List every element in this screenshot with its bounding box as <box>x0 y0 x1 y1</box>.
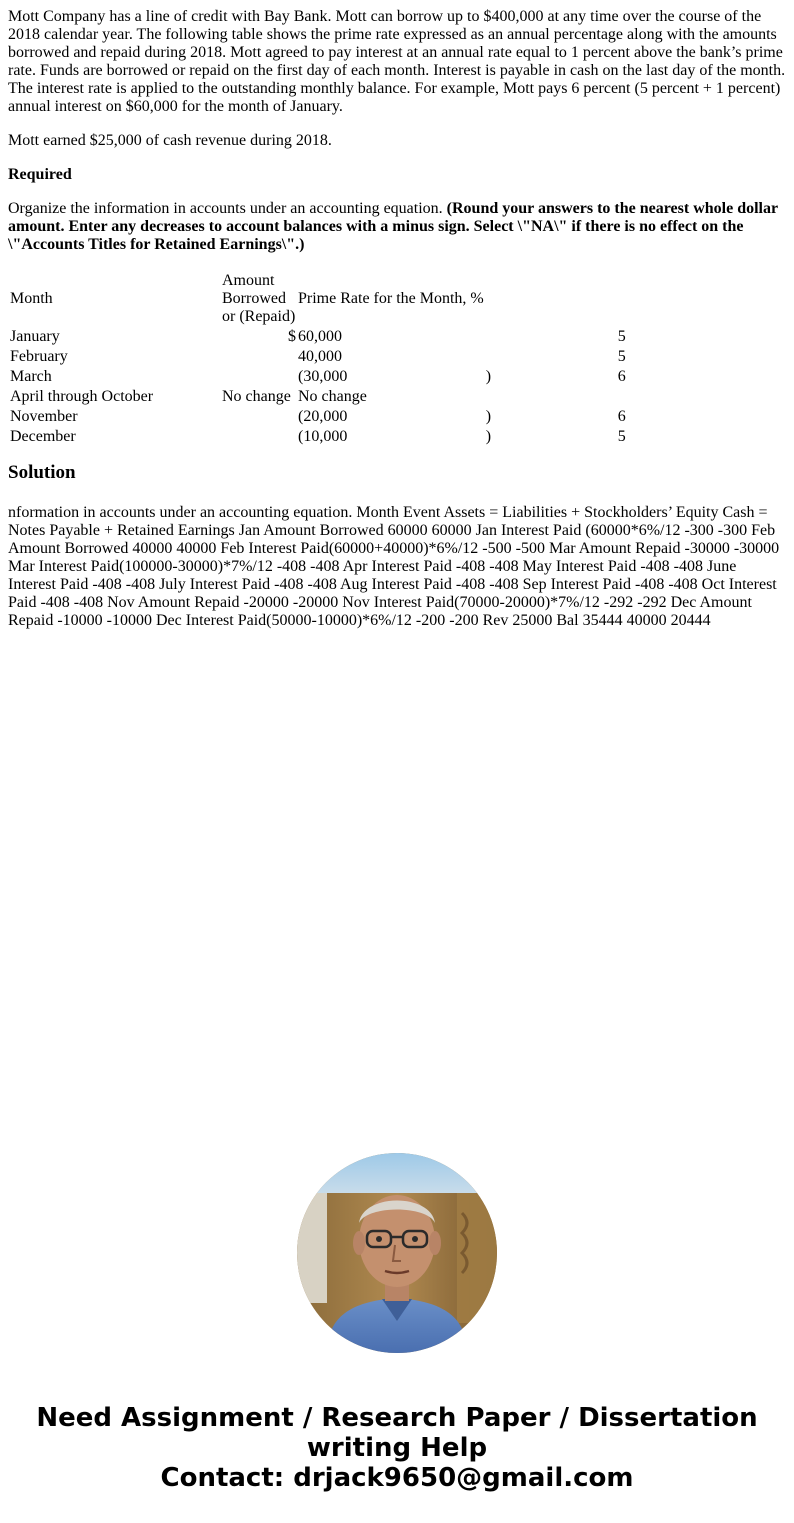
footer-line-1: Need Assignment / Research Paper / Dissertation <box>36 1403 758 1433</box>
table-header-row <box>10 272 630 326</box>
footer-banner <box>0 1403 794 1493</box>
row-amount-no-change: No change <box>222 388 291 405</box>
row-amount: (10,000 <box>298 428 348 445</box>
row-month: January <box>10 328 60 345</box>
person-portrait-icon <box>297 1153 497 1353</box>
header-amount: Amount Borrowed or (Repaid) <box>222 272 296 325</box>
row-amount: (20,000 <box>298 408 348 425</box>
row-paren: ) <box>485 428 492 445</box>
row-dollar-sign <box>288 408 296 426</box>
row-rate: 5 <box>617 328 626 345</box>
table-row <box>10 328 630 346</box>
table-row <box>10 428 630 446</box>
row-amount: 60,000 <box>298 328 342 345</box>
row-month: March <box>10 368 52 385</box>
row-amount: (30,000 <box>298 368 348 385</box>
table-row <box>10 368 630 386</box>
instruction-paragraph <box>8 200 786 254</box>
row-dollar-sign <box>288 428 296 446</box>
row-month: November <box>10 408 78 425</box>
table-row <box>10 388 630 406</box>
row-amount: 40,000 <box>298 348 342 365</box>
required-heading: Required <box>8 166 72 183</box>
header-month: Month <box>10 290 53 307</box>
row-month: December <box>10 428 76 445</box>
row-paren: ) <box>485 368 492 385</box>
footer-line-2: writing Help <box>306 1433 488 1463</box>
solution-text: nformation in accounts under an accounting equation. Month Event Assets = Liabilities + Stockholders’ Equity Cash = Notes Payable + Retained Earnings Jan Amount Borrowed 60000 60000 Jan Interest Paid (60000*6%/12 -300 -300 Feb Amount Borrowed 40000 40000 Feb Interest Paid(60000+40000)*6%/12 -500 -500 Mar Amount Repaid -30000 -30000 Mar Interest Paid(100000-30000)*7%/12 -408 -408 Apr Interest Paid -408 -408 May Interest Paid -408 -408 June Interest Paid -408 -408 July Interest Paid -408 -408 Aug Interest Paid -408 -408 Sep Interest Paid -408 -408 Oct Interest Paid -408 -408 Nov Amount Repaid -20000 -20000 Nov Interest Paid(70000-20000)*7%/12 -292 -292 Dec Amount Repaid -10000 -10000 Dec Interest Paid(50000-10000)*6%/12 -200 -200 Rev 25000 Bal 35444 40000 20444 <box>8 504 780 629</box>
solution-heading: Solution <box>8 462 76 483</box>
table-row <box>10 408 630 426</box>
row-rate: 5 <box>617 428 626 445</box>
problem-paragraph-2: Mott earned $25,000 of cash revenue during 2018. <box>8 132 332 149</box>
header-rate: Prime Rate for the Month, % <box>298 290 484 307</box>
row-rate: 6 <box>617 368 626 385</box>
row-month: February <box>10 348 68 365</box>
row-paren <box>486 348 496 366</box>
instruction-plain: Organize the information in accounts under an accounting equation. <box>8 200 443 217</box>
problem-paragraph-1: Mott Company has a line of credit with Bay Bank. Mott can borrow up to $400,000 at any time over the course of the 2018 calendar year. The following table shows the prime rate expressed as an annual percentage along with the amounts borrowed and repaid during 2018. Mott agreed to pay interest at an annual rate equal to 1 percent above the bank’s prime rate. Funds are borrowed or repaid on the first day of each month. Interest is payable in cash on the last day of the month. The interest rate is applied to the outstanding monthly balance. For example, Mott pays 6 percent (5 percent + 1 percent) annual interest on $60,000 for the month of January. <box>8 8 786 115</box>
row-dollar-sign: $ <box>288 328 296 345</box>
row-dollar-sign <box>288 348 296 366</box>
borrowing-table <box>8 270 632 448</box>
table-row <box>10 348 630 366</box>
document-body <box>0 0 794 630</box>
row-rate: 5 <box>617 348 626 365</box>
row-rate: 6 <box>617 408 626 425</box>
footer-contact: Contact: drjack9650@gmail.com <box>160 1463 634 1493</box>
row-paren <box>486 328 496 346</box>
instruction-bold: (Round your answers to the nearest whole dollar amount. Enter any decreases to account balances with a minus sign. Select \"NA\" if there is no effect on the \"Accounts Titles for Retained Earnings\".) <box>8 200 778 253</box>
row-paren: ) <box>485 408 492 425</box>
row-rate-no-change: No change <box>298 388 367 405</box>
row-dollar-sign <box>288 368 296 386</box>
row-month: April through October <box>10 388 154 405</box>
